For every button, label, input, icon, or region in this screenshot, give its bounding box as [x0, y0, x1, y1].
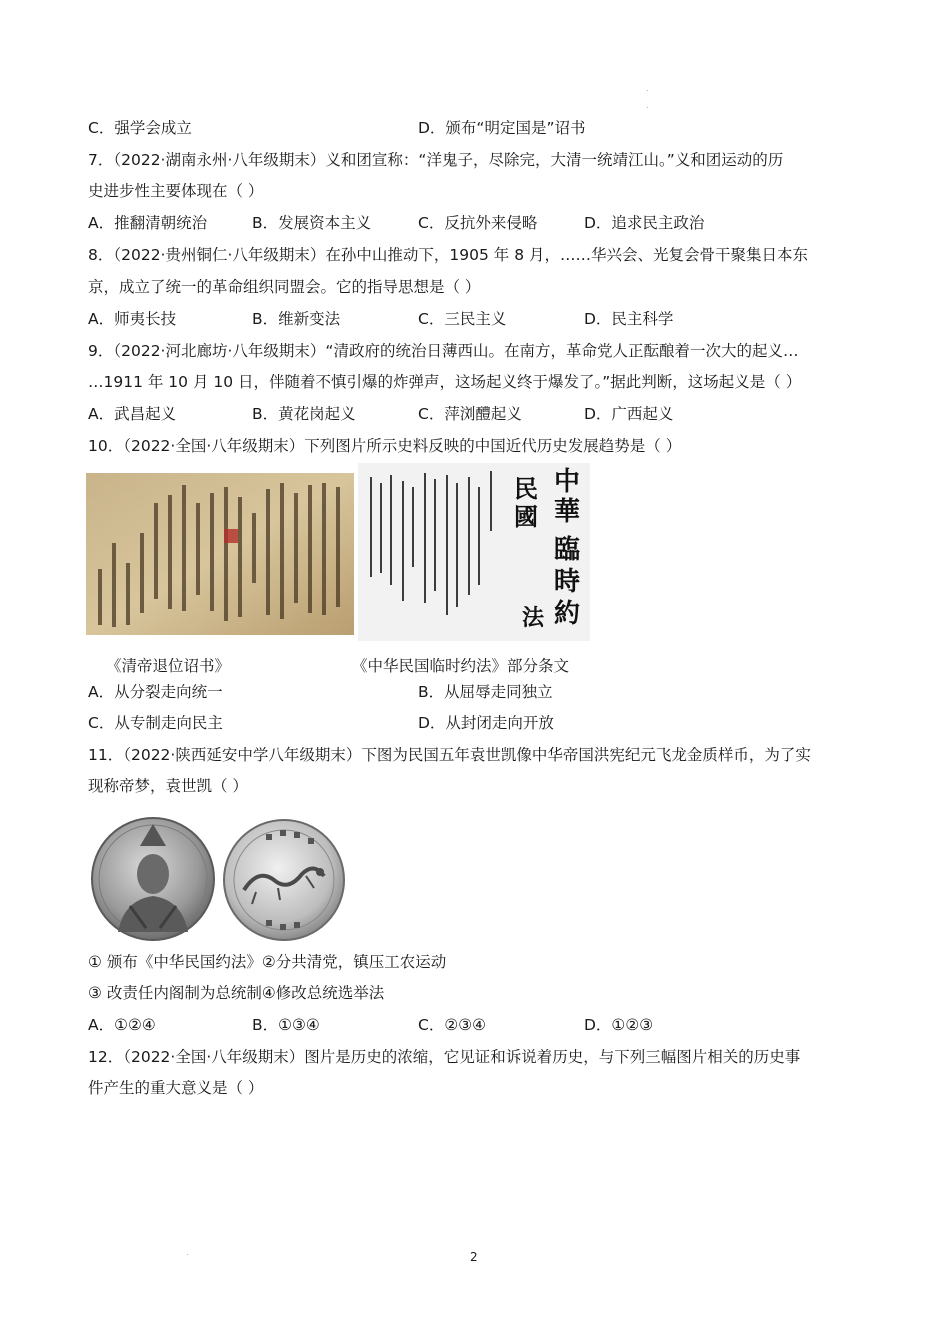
abdication-edict-image: [86, 473, 354, 635]
q8-option-d: D．民主科学: [584, 310, 674, 328]
q10-option-c: C．从专制走向民主: [88, 714, 223, 732]
q11-statement-line2: ③ 改责任内阁制为总统制④修改总统选举法: [88, 984, 385, 1002]
q7-option-c: C．反抗外来侵略: [418, 214, 538, 232]
q9-option-b: B．黄花岗起义: [252, 405, 356, 423]
q12-stem-line2: 件产生的重大意义是（ ）: [88, 1079, 264, 1097]
constitution-title-yue: 約: [554, 599, 581, 629]
coin-dragon-image: [222, 818, 346, 942]
q7-option-b: B．发展资本主义: [252, 214, 372, 232]
constitution-title-lin: 臨: [554, 535, 581, 565]
q7-stem-line1: 7．（2022·湖南永州·八年级期末）义和团宣称：“洋鬼子，尽除完，大清一统靖江山。”义和团运动的历: [88, 151, 784, 169]
q11-stem-line1: 11．（2022·陕西延安中学八年级期末）下图为民国五年袁世凯像中华帝国洪宪纪元飞龙金质样币，为了实: [88, 746, 811, 764]
q7-stem-line2: 史进步性主要体现在（ ）: [88, 182, 264, 200]
q10-option-d: D．从封闭走向开放: [418, 714, 554, 732]
page-number: 2: [470, 1250, 478, 1264]
constitution-title-shi: 時: [554, 567, 581, 597]
q8-stem-line1: 8．（2022·贵州铜仁·八年级期末）在孙中山推动下，1905 年 8 月，……华兴会、光复会骨干聚集日本东: [88, 246, 809, 264]
page-artifact-dot: .: [646, 101, 649, 110]
q9-option-c: C．萍浏醴起义: [418, 405, 522, 423]
q9-option-a: A．武昌起义: [88, 405, 177, 423]
q11-option-a: A．①②④: [88, 1016, 156, 1034]
coin-portrait-image: [90, 816, 216, 942]
q8-option-c: C．三民主义: [418, 310, 507, 328]
q6-option-d: D．颁布“明定国是”诏书: [418, 119, 586, 137]
constitution-title-minguo: 民國: [514, 474, 538, 531]
q7-option-d: D．追求民主政治: [584, 214, 705, 232]
q9-stem-line1: 9．（2022·河北廊坊·八年级期末）“清政府的统治日薄西山。在南方，革命党人正酝酿着一次大的起义…: [88, 342, 799, 360]
constitution-title-zhonghua: 中華: [554, 467, 581, 527]
page-artifact-dot: .: [186, 1248, 189, 1257]
q11-option-d: D．①②③: [584, 1016, 654, 1034]
q7-option-a: A．推翻清朝统治: [88, 214, 208, 232]
q10-stem-line1: 10．（2022·全国·八年级期末）下列图片所示史料反映的中国近代历史发展趋势是（ ）: [88, 437, 682, 455]
q12-stem-line1: 12．（2022·全国·八年级期末）图片是历史的浓缩，它见证和诉说着历史，与下列三幅图片相关的历史事: [88, 1048, 801, 1066]
q11-option-b: B．①③④: [252, 1016, 320, 1034]
q9-stem-line2: …1911 年 10 月 10 日，伴随着不慎引爆的炸弹声，这场起义终于爆发了。”据此判断，这场起义是（ ）: [88, 373, 802, 391]
q11-statement-line1: ① 颁布《中华民国约法》②分共清党，镇压工农运动: [88, 953, 447, 971]
q10-caption-left: 《清帝退位诏书》: [106, 657, 231, 675]
constitution-title-fa: 法: [522, 605, 545, 631]
q10-caption-right: 《中华民国临时约法》部分条文: [352, 657, 570, 675]
provisional-constitution-image: [358, 463, 590, 641]
q11-stem-line2: 现称帝梦，袁世凯（ ）: [88, 777, 248, 795]
q6-option-c: C．强学会成立: [88, 119, 192, 137]
q10-option-a: A．从分裂走向统一: [88, 683, 223, 701]
page-artifact-dot: .: [646, 84, 649, 93]
q10-option-b: B．从屈辱走同独立: [418, 683, 553, 701]
q9-option-d: D．广西起义: [584, 405, 674, 423]
q8-stem-line2: 京，成立了统一的革命组织同盟会。它的指导思想是（ ）: [88, 278, 481, 296]
q8-option-b: B．维新变法: [252, 310, 341, 328]
q8-option-a: A．师夷长技: [88, 310, 177, 328]
q11-option-c: C．②③④: [418, 1016, 487, 1034]
